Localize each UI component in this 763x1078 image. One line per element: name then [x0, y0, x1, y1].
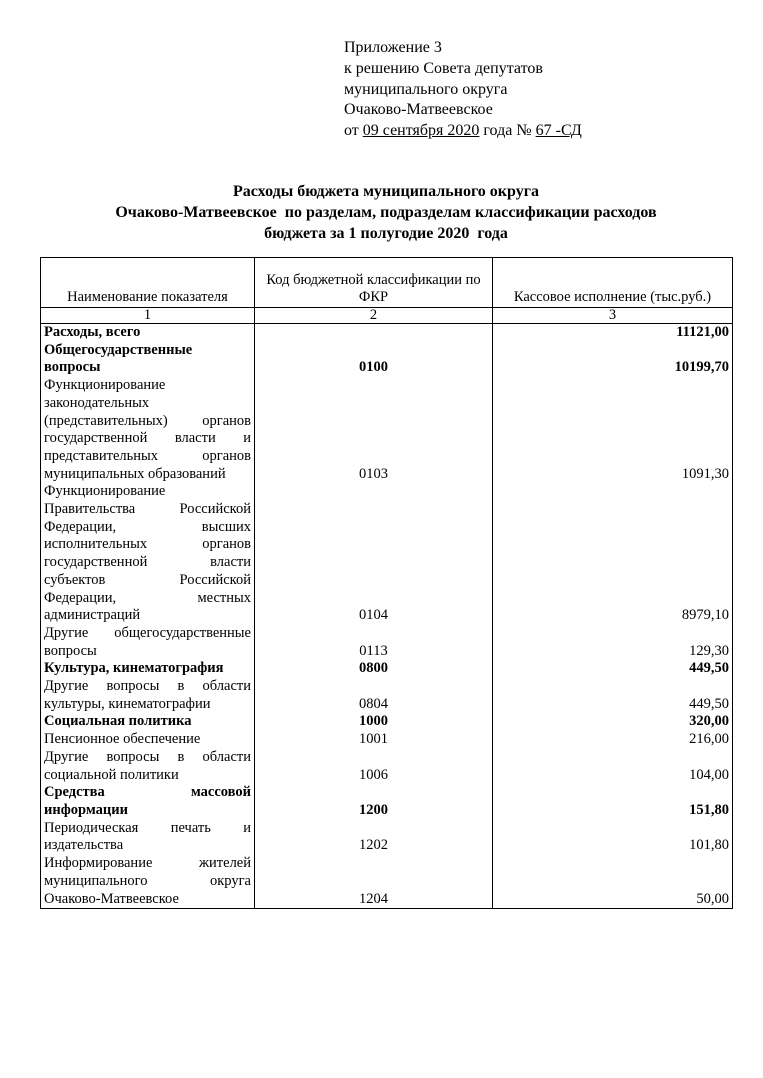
table-row [41, 377, 733, 483]
row-value: 449,50 [493, 678, 733, 713]
row-code: 0100 [255, 342, 493, 377]
table-row [41, 660, 733, 678]
table-row [41, 324, 733, 342]
row-name: Информирование жителей муниципального округа Очаково-Матвеевское [41, 855, 255, 909]
table-row [41, 784, 733, 819]
row-name: Другие общегосударственные вопросы [41, 625, 255, 660]
appendix-date-line [344, 121, 582, 142]
table-row [41, 855, 733, 909]
appendix-line-3: муниципального округа [344, 80, 508, 98]
document-title [40, 181, 732, 244]
appendix-line-2: к решению Совета депутатов [344, 59, 543, 77]
row-value: 101,80 [493, 820, 733, 855]
row-name: Социальная политика [41, 713, 255, 731]
table-row [41, 678, 733, 713]
column-number: 3 [493, 308, 733, 324]
date-mid: года № [479, 122, 536, 140]
row-value: 151,80 [493, 784, 733, 819]
appendix-line-4: Очаково-Матвеевское [344, 101, 493, 119]
decision-number: 67 -СД [535, 122, 582, 140]
table-row [41, 749, 733, 784]
table-row [41, 820, 733, 855]
row-value: 104,00 [493, 749, 733, 784]
row-code [255, 324, 493, 342]
date-prefix: от [344, 122, 363, 140]
row-value: 216,00 [493, 731, 733, 749]
header-value: Кассовое исполнение (тыс.руб.) [493, 258, 733, 308]
title-line-2: Очаково-Матвеевское по разделам, подразделам классификации расходов [115, 204, 657, 221]
row-name: Другие вопросы в области социальной политики [41, 749, 255, 784]
row-code: 0804 [255, 678, 493, 713]
table-row [41, 625, 733, 660]
decision-date: 09 сентября 2020 [362, 122, 480, 140]
table-row [41, 713, 733, 731]
row-value: 449,50 [493, 660, 733, 678]
column-number: 2 [255, 308, 493, 324]
row-code: 1000 [255, 713, 493, 731]
row-code: 1204 [255, 855, 493, 909]
row-code: 1202 [255, 820, 493, 855]
row-code: 0113 [255, 625, 493, 660]
row-name: Общегосударственные вопросы [41, 342, 255, 377]
column-number: 1 [41, 308, 255, 324]
row-value: 8979,10 [493, 483, 733, 625]
row-name: Функционирование Правительства Российской Федерации, высших исполнительных органов государственной власти субъектов Российской Федерации, местных администраций [41, 483, 255, 625]
row-value: 129,30 [493, 625, 733, 660]
table-row [41, 731, 733, 749]
title-line-1: Расходы бюджета муниципального округа [233, 183, 539, 200]
row-code: 1001 [255, 731, 493, 749]
appendix-block [344, 38, 582, 142]
row-name: Периодическая печать и издательства [41, 820, 255, 855]
row-value: 50,00 [493, 855, 733, 909]
row-code: 1200 [255, 784, 493, 819]
row-code: 1006 [255, 749, 493, 784]
row-name: Средства массовой информации [41, 784, 255, 819]
row-code: 0104 [255, 483, 493, 625]
header-name: Наименование показателя [41, 258, 255, 308]
budget-table [40, 257, 733, 909]
row-value: 10199,70 [493, 342, 733, 377]
row-name: Функционирование законодательных (представительных) органов государственной власти и представительных органов муниципальных образований [41, 377, 255, 483]
title-line-3: бюджета за 1 полугодие 2020 года [264, 225, 508, 242]
appendix-line-1: Приложение 3 [344, 39, 442, 56]
row-value: 320,00 [493, 713, 733, 731]
row-name: Культура, кинематография [41, 660, 255, 678]
row-name: Другие вопросы в области культуры, кинематографии [41, 678, 255, 713]
row-name: Пенсионное обеспечение [41, 731, 255, 749]
row-code: 0800 [255, 660, 493, 678]
column-number-row [41, 308, 733, 324]
row-name: Расходы, всего [41, 324, 255, 342]
row-code: 0103 [255, 377, 493, 483]
row-value: 11121,00 [493, 324, 733, 342]
table-row [41, 342, 733, 377]
row-value: 1091,30 [493, 377, 733, 483]
header-row [41, 258, 733, 308]
table-row [41, 483, 733, 625]
header-code: Код бюджетной классификации по ФКР [255, 258, 493, 308]
